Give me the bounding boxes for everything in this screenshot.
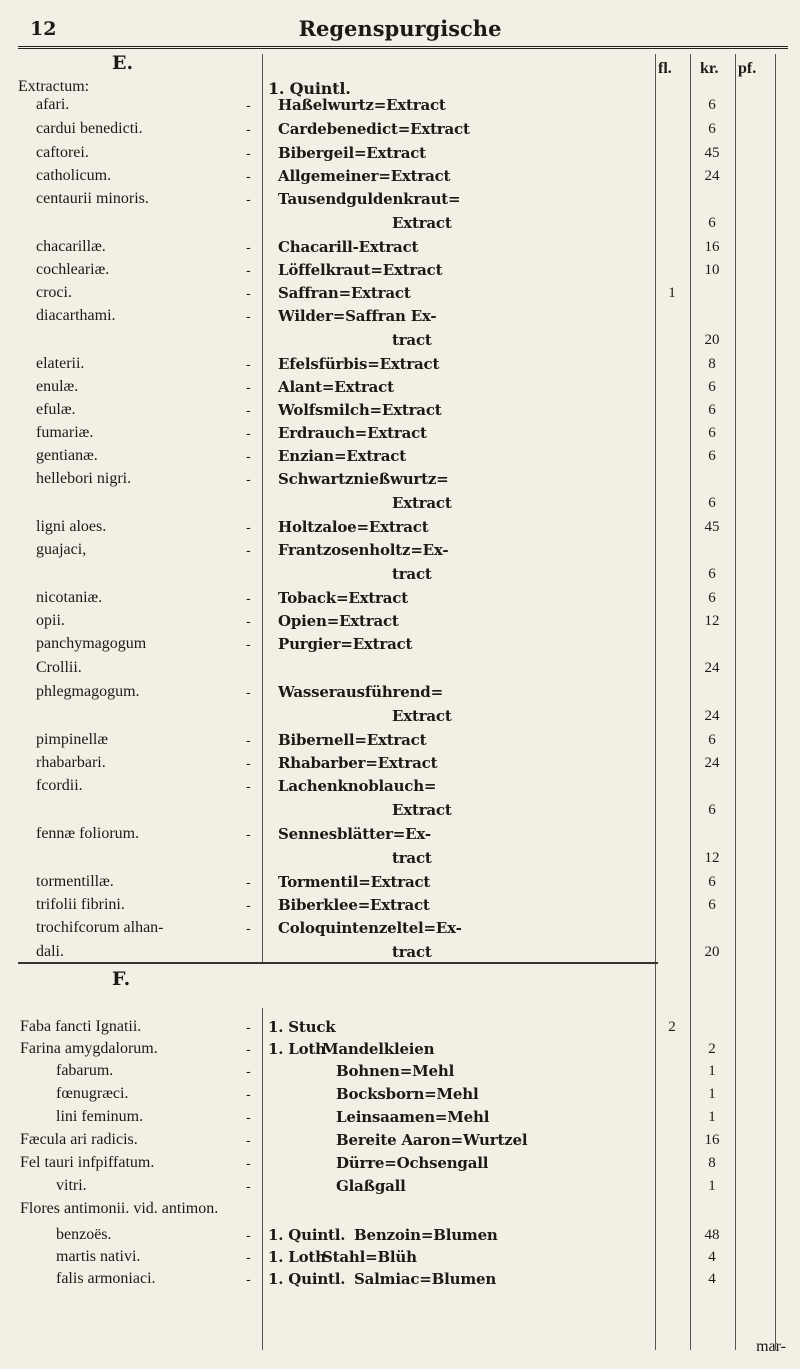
row-kr: 24	[704, 168, 720, 184]
row-unit: 1. Loth	[268, 1040, 326, 1058]
row-german: Bocksborn=Mehl	[336, 1085, 479, 1103]
row-german: Cardebenedict=Extract	[278, 120, 470, 138]
row-latin: cochleariæ.	[36, 261, 110, 278]
divider-kr	[690, 54, 691, 1350]
row-german-cont: tract	[392, 565, 432, 583]
leader-dash: -	[246, 449, 251, 465]
row-latin: centaurii minoris.	[36, 190, 149, 207]
leader-dash: -	[246, 875, 251, 891]
row-german-cont: Extract	[392, 801, 452, 819]
row-latin: cardui benedicti.	[36, 120, 143, 137]
row-latin: afari.	[36, 96, 70, 113]
row-kr: 6	[708, 566, 716, 582]
row-german: Glaßgall	[336, 1177, 406, 1195]
leader-dash: -	[246, 472, 251, 488]
row-german: Tormentil=Extract	[278, 873, 431, 891]
row-kr: 8	[708, 1155, 716, 1171]
leader-dash: -	[246, 240, 251, 256]
row-latin: Fel tauri infpiffatum.	[20, 1154, 155, 1171]
row-unit: 1. Quintl.	[268, 1270, 346, 1288]
leader-dash: -	[246, 779, 251, 795]
row-kr: 6	[708, 402, 716, 418]
leader-dash: -	[246, 403, 251, 419]
row-latin: phlegmagogum.	[36, 683, 140, 700]
row-german-cont: tract	[392, 943, 432, 961]
row-kr: 6	[708, 590, 716, 606]
row-kr: 6	[708, 495, 716, 511]
group-label: Extractum:	[18, 78, 90, 95]
row-latin: hellebori nigri.	[36, 470, 132, 487]
row-german: Chacarill-Extract	[278, 238, 419, 256]
row-german: Leinsaamen=Mehl	[336, 1108, 490, 1126]
row-kr: 2	[708, 1041, 716, 1057]
row-latin: panchymagogum	[36, 635, 147, 652]
row-kr: 6	[708, 732, 716, 748]
row-latin: fennæ foliorum.	[36, 825, 140, 842]
leader-dash: -	[246, 98, 251, 114]
row-kr: 1	[708, 1086, 716, 1102]
row-german: Rhabarber=Extract	[278, 754, 438, 772]
leader-dash: -	[246, 685, 251, 701]
column-kr: kr.	[700, 60, 719, 77]
row-german: Erdrauch=Extract	[278, 424, 427, 442]
divider-fl	[655, 54, 656, 1350]
running-title: Regenspurgische	[298, 16, 502, 41]
row-german: Haßelwurtz=Extract	[278, 96, 446, 114]
row-latin: opii.	[36, 612, 65, 629]
row-german: Lachenknoblauch=	[278, 777, 437, 795]
unit-header: 1. Quintl.	[268, 79, 351, 98]
row-kr: 6	[708, 874, 716, 890]
row-kr: 24	[704, 755, 720, 771]
leader-dash: -	[246, 1272, 251, 1288]
leader-dash: -	[246, 380, 251, 396]
row-latin: Flores antimonii. vid. antimon.	[20, 1200, 219, 1217]
row-german: Wolfsmilch=Extract	[278, 401, 442, 419]
row-latin: Fæcula ari radicis.	[20, 1131, 138, 1148]
leader-dash: -	[246, 898, 251, 914]
row-kr: 10	[704, 262, 720, 278]
leader-dash: -	[246, 169, 251, 185]
row-german: Benzoin=Blumen	[354, 1226, 498, 1244]
divider-right	[775, 54, 776, 1350]
row-latin: pimpinellæ	[36, 731, 108, 748]
row-unit: 1. Stuck	[268, 1018, 336, 1036]
row-german: Opien=Extract	[278, 612, 399, 630]
row-latin: elaterii.	[36, 355, 85, 372]
row-kr: 6	[708, 425, 716, 441]
row-kr: 20	[704, 332, 720, 348]
row-kr: 6	[708, 897, 716, 913]
row-latin: croci.	[36, 284, 72, 301]
leader-dash: -	[246, 146, 251, 162]
row-latin: vitri.	[56, 1177, 87, 1194]
row-latin-cont: Crollii.	[36, 659, 82, 676]
leader-dash: -	[246, 1042, 251, 1058]
row-kr: 4	[708, 1249, 716, 1265]
row-german: Efelsfürbis=Extract	[278, 355, 440, 373]
row-kr: 12	[704, 850, 720, 866]
catchword: mar-	[756, 1338, 786, 1355]
row-german: Enzian=Extract	[278, 447, 406, 465]
row-german: Schwartznießwurtz=	[278, 470, 449, 488]
row-german: Holtzaloe=Extract	[278, 518, 429, 536]
leader-dash: -	[246, 827, 251, 843]
leader-dash: -	[246, 1156, 251, 1172]
row-latin: ligni aloes.	[36, 518, 107, 535]
row-german: Bibernell=Extract	[278, 731, 427, 749]
column-fl: fl.	[658, 60, 672, 77]
row-latin: lini feminum.	[56, 1108, 144, 1125]
row-latin: fcordii.	[36, 777, 83, 794]
row-kr: 45	[704, 519, 720, 535]
row-fl: 1	[668, 285, 676, 301]
row-kr: 16	[704, 1132, 720, 1148]
row-kr: 6	[708, 448, 716, 464]
column-pf: pf.	[738, 60, 757, 77]
row-german: Coloquintenzeltel=Ex-	[278, 919, 462, 937]
leader-dash: -	[246, 543, 251, 559]
row-german: Allgemeiner=Extract	[278, 167, 451, 185]
divider-unit	[262, 1008, 263, 1350]
row-latin-cont: dali.	[36, 943, 64, 960]
leader-dash: -	[246, 286, 251, 302]
leader-dash: -	[246, 357, 251, 373]
row-latin: trifolii fibrini.	[36, 896, 125, 913]
row-latin: efulæ.	[36, 401, 76, 418]
row-german-cont: Extract	[392, 494, 452, 512]
row-german-cont: Extract	[392, 214, 452, 232]
row-german-cont: tract	[392, 849, 432, 867]
row-german: Mandelkleien	[322, 1040, 435, 1058]
row-latin: catholicum.	[36, 167, 112, 184]
row-latin: fumariæ.	[36, 424, 94, 441]
row-latin: enulæ.	[36, 378, 79, 395]
row-latin: Faba fancti Ignatii.	[20, 1018, 142, 1035]
row-latin: benzoës.	[56, 1226, 112, 1243]
leader-dash: -	[246, 614, 251, 630]
section-rule	[18, 962, 658, 964]
leader-dash: -	[246, 921, 251, 937]
page-number: 12	[30, 18, 57, 40]
leader-dash: -	[246, 122, 251, 138]
row-german: Bereite Aaron=Wurtzel	[336, 1131, 528, 1149]
leader-dash: -	[246, 1087, 251, 1103]
leader-dash: -	[246, 263, 251, 279]
row-kr: 6	[708, 802, 716, 818]
row-german: Alant=Extract	[278, 378, 394, 396]
row-fl: 2	[668, 1019, 676, 1035]
leader-dash: -	[246, 1179, 251, 1195]
row-german: Tausendguldenkraut=	[278, 190, 461, 208]
row-kr: 1	[708, 1178, 716, 1194]
divider-pf	[735, 54, 736, 1350]
leader-dash: -	[246, 426, 251, 442]
leader-dash: -	[246, 1110, 251, 1126]
row-kr: 6	[708, 215, 716, 231]
leader-dash: -	[246, 309, 251, 325]
row-kr: 45	[704, 145, 720, 161]
leader-dash: -	[246, 1250, 251, 1266]
row-german-cont: tract	[392, 331, 432, 349]
row-kr: 20	[704, 944, 720, 960]
row-unit: 1. Quintl.	[268, 1226, 346, 1244]
row-kr: 1	[708, 1063, 716, 1079]
leader-dash: -	[246, 591, 251, 607]
row-unit: 1. Loth	[268, 1248, 326, 1266]
row-german: Bibergeil=Extract	[278, 144, 426, 162]
row-latin: falis armoniaci.	[56, 1270, 156, 1287]
row-latin: chacarillæ.	[36, 238, 106, 255]
row-german: Bohnen=Mehl	[336, 1062, 455, 1080]
row-latin: fœnugræci.	[56, 1085, 129, 1102]
row-latin: diacarthami.	[36, 307, 116, 324]
row-german: Toback=Extract	[278, 589, 408, 607]
row-latin: caftorei.	[36, 144, 89, 161]
row-german-cont: Extract	[392, 707, 452, 725]
row-kr: 12	[704, 613, 720, 629]
row-latin: fabarum.	[56, 1062, 114, 1079]
header-rule	[18, 46, 788, 49]
row-latin: martis nativi.	[56, 1248, 141, 1265]
row-kr: 24	[704, 708, 720, 724]
row-german: Löffelkraut=Extract	[278, 261, 443, 279]
row-kr: 8	[708, 356, 716, 372]
row-kr: 1	[708, 1109, 716, 1125]
row-german: Wilder=Saffran Ex-	[278, 307, 437, 325]
row-kr: 6	[708, 97, 716, 113]
row-latin: tormentillæ.	[36, 873, 114, 890]
row-german: Salmiac=Blumen	[354, 1270, 497, 1288]
row-kr: 16	[704, 239, 720, 255]
row-latin: trochifcorum alhan-	[36, 919, 164, 936]
section-letter-f: F.	[112, 968, 131, 990]
row-german: Dürre=Ochsengall	[336, 1154, 489, 1172]
row-kr: 4	[708, 1271, 716, 1287]
leader-dash: -	[246, 1020, 251, 1036]
leader-dash: -	[246, 733, 251, 749]
row-kr: 24	[704, 660, 720, 676]
row-german: Wasserausführend=	[278, 683, 443, 701]
leader-dash: -	[246, 637, 251, 653]
row-latin: guajaci,	[36, 541, 87, 558]
row-german: Frantzosenholtz=Ex-	[278, 541, 449, 559]
section-letter-e: E.	[112, 52, 134, 74]
divider-latin	[262, 54, 263, 962]
row-german: Saffran=Extract	[278, 284, 411, 302]
row-german: Biberklee=Extract	[278, 896, 430, 914]
row-kr: 6	[708, 379, 716, 395]
row-german: Purgier=Extract	[278, 635, 413, 653]
leader-dash: -	[246, 1228, 251, 1244]
leader-dash: -	[246, 192, 251, 208]
leader-dash: -	[246, 1064, 251, 1080]
row-latin: gentianæ.	[36, 447, 98, 464]
row-kr: 6	[708, 121, 716, 137]
row-latin: rhabarbari.	[36, 754, 106, 771]
row-latin: Farina amygdalorum.	[20, 1040, 158, 1057]
row-german: Sennesblätter=Ex-	[278, 825, 431, 843]
row-kr: 48	[704, 1227, 720, 1243]
row-german: Stahl=Blüh	[322, 1248, 417, 1266]
leader-dash: -	[246, 1133, 251, 1149]
leader-dash: -	[246, 520, 251, 536]
row-latin: nicotaniæ.	[36, 589, 103, 606]
leader-dash: -	[246, 756, 251, 772]
